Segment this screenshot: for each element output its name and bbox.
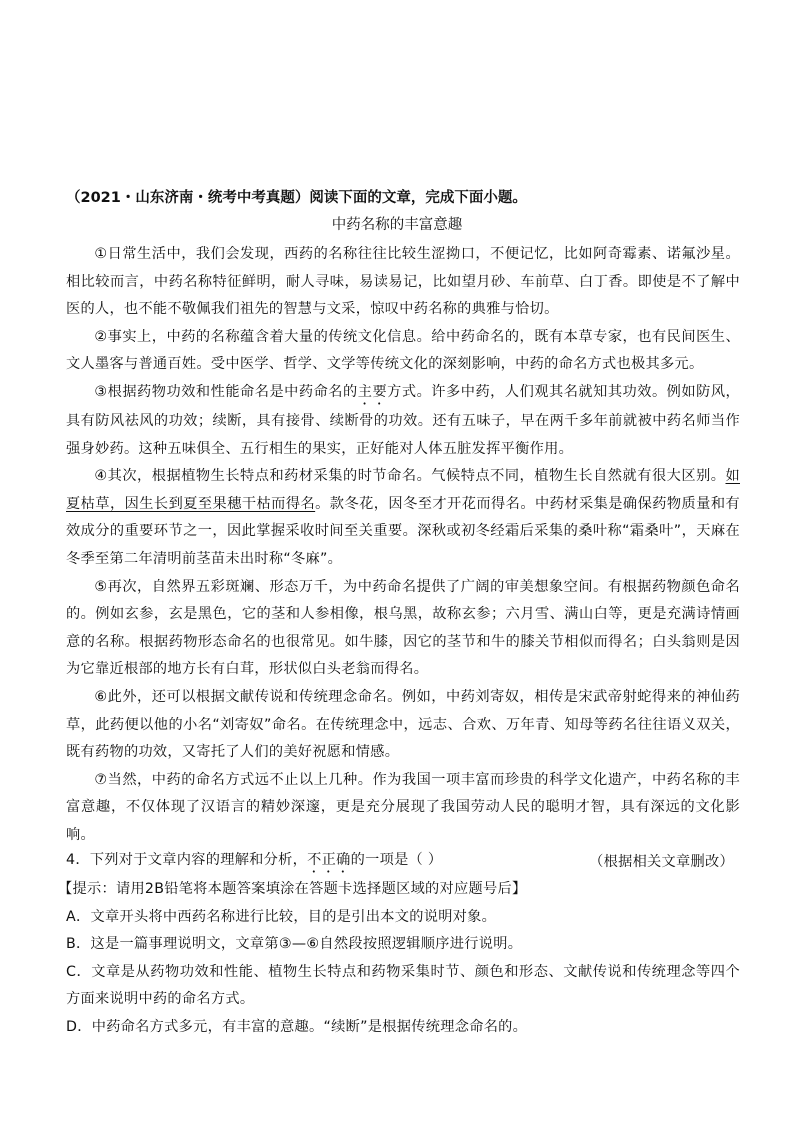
paragraph-3-part-b: 方式。许多中药，人们观其名就知其功效。例如防风，具有防风祛风的功效；续断，具有接骨、续断骨的功效。还有五味子，早在两千多年前就被中药名师当作强身妙药。这种五味俱全、五行相生的果实，正好能对人体五脏发挥平衡作用。 <box>66 383 741 457</box>
option-b[interactable]: B．这是一篇事理说明文，文章第③—⑥自然段按照逻辑顺序进行说明。 <box>66 936 523 953</box>
source-label: （2021・山东济南・统考中考真题） <box>66 190 310 206</box>
question-header <box>66 186 746 210</box>
question-stem-part-a: 4．下列对于文章内容的理解和分析， <box>66 852 308 868</box>
dotted-word-buzhengque: 不正确 <box>307 852 351 868</box>
answer-tip: 【提示：请用2B铅笔将本题答案填涂在答题卡选择题区域的对应题号后】 <box>58 881 527 897</box>
paragraph-7: ⑦当然，中药的命名方式远不止以上几种。作为我国一项丰富而珍贵的科学文化遗产，中药名称的丰富意趣，不仅体现了汉语言的精妙深邃，更是充分展现了我国劳动人民的聪明才智，具有深远的文化影响。 <box>66 771 740 843</box>
question-4 <box>58 847 740 1042</box>
option-c[interactable]: C．文章是从药物功效和性能、植物生长特点和药物采集时节、颜色和形态、文献传说和传统理念等四个方面来说明中药的命名方式。 <box>66 963 740 1008</box>
source-note: （根据相关文章删改） <box>589 854 734 871</box>
dotted-word-zhuyao: 主要 <box>357 383 388 400</box>
paragraph-4 <box>66 463 740 573</box>
option-d[interactable]: D．中药命名方式多元，有丰富的意趣。“续断”是根据传统理念命名的。 <box>66 1018 528 1035</box>
question-stem-part-b: 的一项是（ ） <box>350 852 443 868</box>
paragraph-2: ②事实上，中药的名称蕴含着大量的传统文化信息。给中药命名的，既有本草专家，也有民间医生、文人墨客与普通百姓。受中医学、哲学、文学等传统文化的深刻影响，中药的命名方式也极其多元。 <box>66 328 740 373</box>
paragraph-4-part-a: ④其次，根据植物生长特点和药材采集的时节命名。气候特点不同，植物生长自然就有很大区别。 <box>94 468 726 485</box>
instruction-text: 阅读下面的文章，完成下面小题。 <box>309 190 527 206</box>
paragraph-4-part-b: 。款冬花，因冬至才开花而得名。中药材采集是确保药物质量和有效成分的重要环节之一，因此掌握采收时间至关重要。深秋或初冬经霜后采集的桑叶称“霜桑叶”，天麻在冬季至第二年清明前茎苗未出时称“冬麻”。 <box>66 495 741 567</box>
option-a[interactable]: A．文章开头将中西药名称进行比较，目的是引出本文的说明对象。 <box>66 908 497 925</box>
article-title: 中药名称的丰富意趣 <box>331 217 463 233</box>
paragraph-3-part-a: ③根据药物功效和性能命名是中药命名的 <box>94 383 358 400</box>
paragraph-1: ①日常生活中，我们会发现，西药的名称往往比较生涩拗口，不便记忆，比如阿奇霉素、诺氟沙星。相比较而言，中药名称特征鲜明，耐人寻味，易读易记，比如望月砂、车前草、白丁香。即使是不了解中医的人，也不能不敬佩我们祖先的智慧与文采，惊叹中药名称的典雅与恰切。 <box>66 246 740 318</box>
article-body <box>66 241 740 877</box>
question-stem <box>66 847 740 876</box>
paragraph-3 <box>66 379 740 463</box>
underlined-sentence: 如夏枯草，因生长到夏至果穗干枯而得名 <box>66 468 740 512</box>
paragraph-5: ⑤再次，自然界五彩斑斓、形态万千，为中药命名提供了广阔的审美想象空间。有根据药物颜色命名的。例如玄参，玄是黑色，它的茎和人参相像，根乌黑，故称玄参；六月雪、满山白等，更是充满诗情画意的名称。根据药物形态命名的也很常见。如牛膝，因它的茎节和牛的膝关节相似而得名；白头翁则是因为它靠近根部的地方长有白茸，形状似白头老翁而得名。 <box>66 578 740 678</box>
paragraph-6: ⑥此外，还可以根据文献传说和传统理念命名。例如，中药刘寄奴，相传是宋武帝射蛇得来的神仙药草，此药便以他的小名“刘寄奴”命名。在传统理念中，远志、合欢、万年青、知母等药名往往语义双关，既有药物的功效，又寄托了人们的美好祝愿和情感。 <box>66 688 740 761</box>
